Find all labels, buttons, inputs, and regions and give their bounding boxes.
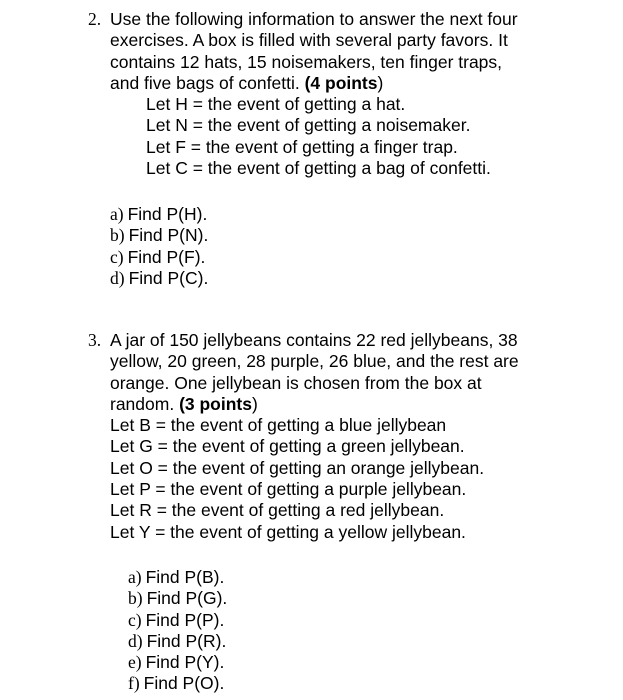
subquestion-label: b): [128, 588, 143, 609]
subquestion: [110, 204, 208, 225]
stem-line-text: random.: [110, 393, 180, 414]
subquestion-text: Find P(P).: [145, 609, 225, 630]
stem-line: A jar of 150 jellybeans contains 22 red jellybeans, 38: [110, 330, 518, 350]
subquestion: [110, 247, 208, 268]
definition: Let C = the event of getting a bag of confetti.: [146, 158, 491, 179]
subquestion: [110, 225, 208, 246]
subquestions: [128, 567, 227, 695]
subquestion-label: c): [110, 246, 124, 267]
subquestion: [128, 588, 227, 609]
subquestion-label: a): [128, 567, 142, 587]
problem-number: 2.: [88, 9, 102, 29]
subquestion-text: Find P(F).: [127, 246, 206, 267]
subquestion-label: a): [110, 204, 124, 224]
subquestion-label: e): [128, 652, 142, 673]
subquestion-text: Find P(O).: [143, 673, 225, 694]
points-label: (4 points: [304, 72, 378, 93]
stem-line: exercises. A box is filled with several party favors. It: [110, 30, 508, 51]
points-close: ): [251, 393, 258, 414]
subquestion-label: d): [128, 630, 143, 651]
subquestions: [110, 204, 208, 289]
event-definitions: [110, 415, 484, 543]
subquestion: [128, 631, 227, 652]
subquestion-text: Find P(H).: [127, 204, 208, 224]
stem-line: Use the following information to answer the next four: [110, 9, 518, 29]
subquestion: [110, 268, 208, 289]
problem-stem: [110, 330, 550, 415]
subquestion: [128, 610, 227, 631]
definition: Let Y = the event of getting a yellow jellybean.: [110, 521, 466, 542]
points-close: ): [377, 72, 384, 93]
definition: Let G = the event of getting a green jellybean.: [110, 436, 465, 457]
subquestion-label: f): [128, 673, 140, 694]
definition: Let R = the event of getting a red jellybean.: [110, 500, 445, 521]
definition: Let F = the event of getting a finger trap.: [146, 136, 458, 157]
subquestion-label: d): [110, 267, 125, 288]
subquestion-label: c): [128, 609, 142, 630]
subquestion-text: Find P(N).: [128, 225, 209, 246]
subquestion-text: Find P(C).: [128, 267, 209, 288]
definition: Let B = the event of getting a blue jellybean: [110, 415, 447, 436]
points-label: (3 points: [179, 393, 252, 414]
definition: Let P = the event of getting a purple jellybean.: [110, 479, 467, 500]
subquestion: [128, 567, 227, 588]
subquestion-text: Find P(R).: [146, 630, 227, 651]
stem-line-last: [110, 394, 550, 415]
problem-number: 3.: [88, 330, 102, 350]
stem-line-last: [110, 73, 550, 94]
subquestion: [128, 652, 227, 673]
definition: Let O = the event of getting an orange jellybean.: [110, 457, 485, 478]
subquestion-text: Find P(G).: [146, 588, 228, 609]
subquestion-label: b): [110, 225, 125, 246]
stem-line: orange. One jellybean is chosen from the box at: [110, 372, 482, 393]
definition: Let N = the event of getting a noisemaker.: [146, 115, 471, 136]
subquestion: [128, 673, 227, 694]
subquestion-text: Find P(B).: [145, 567, 225, 587]
stem-line: contains 12 hats, 15 noisemakers, ten finger traps,: [110, 51, 503, 72]
stem-line-text: and five bags of confetti.: [110, 72, 305, 93]
event-definitions: [146, 94, 491, 179]
problem-stem: [110, 9, 550, 94]
subquestion-text: Find P(Y).: [145, 652, 225, 673]
definition: Let H = the event of getting a hat.: [146, 94, 406, 115]
stem-line: yellow, 20 green, 28 purple, 26 blue, and the rest are: [110, 351, 519, 372]
